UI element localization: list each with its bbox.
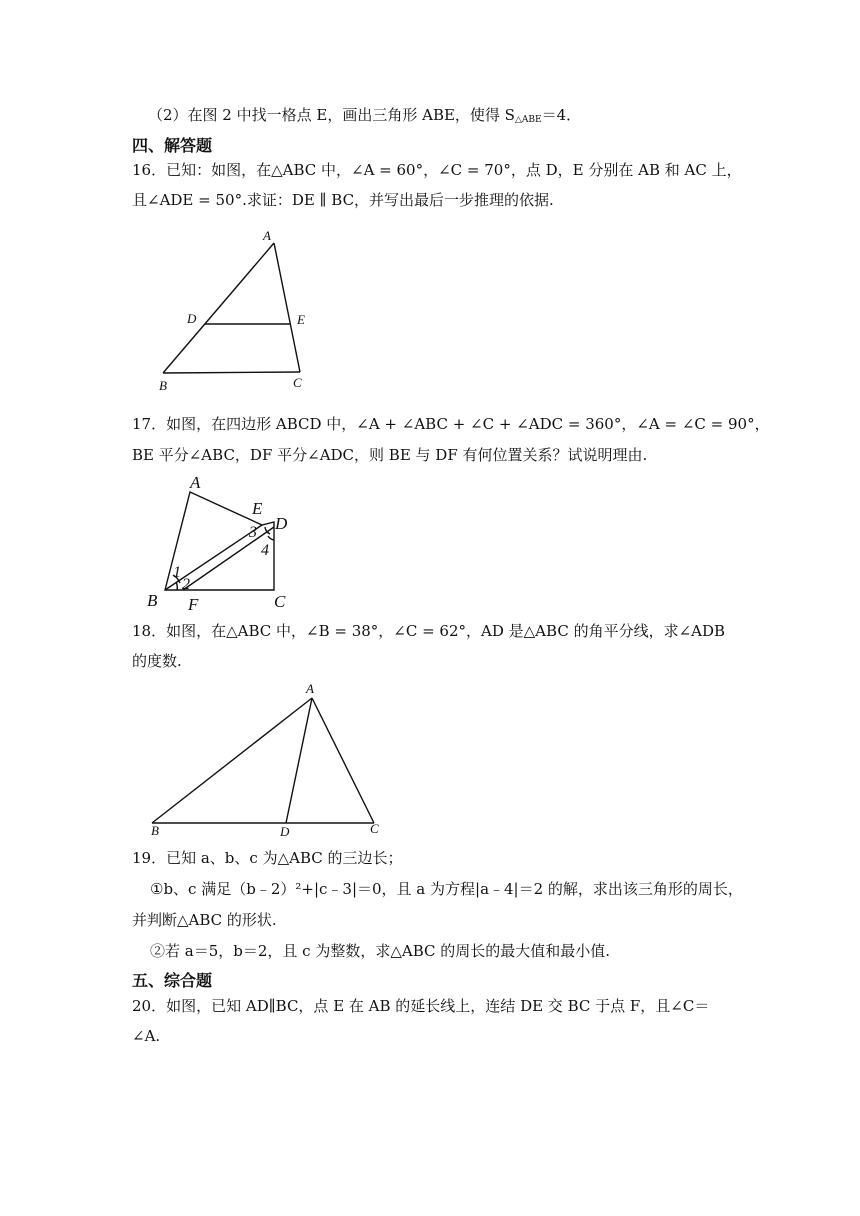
section-4-heading: 四、解答题 bbox=[132, 136, 213, 155]
q17-label-1: 1 bbox=[173, 564, 181, 581]
q15-part2-text: （2）在图 2 中找一格点 E，画出三角形 ABE，使得 $S_{\triangle ABE}=4$． bbox=[148, 106, 582, 125]
q19-part2: ②若 a＝5，b＝2，且 c 为整数，求△ABC 的周长的最大值和最小值. bbox=[150, 942, 611, 960]
q17-label-f: F bbox=[188, 595, 199, 614]
q17-line-2: BE 平分∠ABC，DF 平分∠ADC，则 BE 与 DF 有何位置关系？试说明理由. bbox=[132, 446, 648, 464]
q17-label-4: 4 bbox=[261, 542, 269, 559]
q18-line-1: 18．如图，在△ABC 中，∠B = 38°，∠C = 62°，AD 是△ABC 的角平分线，求∠ADB bbox=[132, 622, 726, 640]
q17-line-1: 17．如图，在四边形 ABCD 中，∠A + ∠ABC + ∠C + ∠ADC = 360°，∠A = ∠C = 90°， bbox=[132, 415, 770, 433]
q20-line-1: 20．如图，已知 AD∥BC，点 E 在 AB 的延长线上，连结 DE 交 BC 于点 F，且∠C＝ bbox=[132, 997, 710, 1015]
q17-label-c: C bbox=[274, 592, 286, 611]
q19-line-1: 19．已知 a、b、c 为△ABC 的三边长； bbox=[132, 849, 403, 867]
section-5-heading: 五、综合题 bbox=[132, 971, 213, 990]
q16-label-e: E bbox=[297, 312, 305, 327]
q17-label-2: 2 bbox=[182, 576, 190, 593]
q17-figure bbox=[140, 470, 310, 615]
q18-figure bbox=[140, 678, 390, 840]
q19-part1-line-2: 并判断△ABC 的形状. bbox=[132, 911, 277, 929]
q18-label-a: A bbox=[306, 681, 314, 696]
q16-line-1: 16．已知：如图，在△ABC 中，∠A = 60°，∠C = 70°，点 D，E 分别在 AB 和 AC 上， bbox=[132, 161, 742, 179]
q16-label-c: C bbox=[293, 375, 302, 390]
q17-label-d: D bbox=[275, 514, 288, 533]
q16-figure bbox=[150, 225, 320, 395]
q17-label-e: E bbox=[252, 499, 263, 518]
q18-label-b: B bbox=[151, 823, 159, 838]
q19-part1-line-1: ①b、c 满足（b﹣2）²+|c﹣3|＝0，且 a 为方程|a﹣4|＝2 的解，求出该三角形的周长， bbox=[150, 880, 743, 898]
q16-line-2: 且∠ADE = 50°.求证：DE ∥ BC，并写出最后一步推理的依据. bbox=[132, 191, 554, 209]
q16-label-a: A bbox=[263, 228, 271, 243]
q17-label-a: A bbox=[190, 473, 201, 492]
q18-label-d: D bbox=[280, 824, 290, 839]
q16-label-b: B bbox=[159, 378, 167, 393]
q18-label-c: C bbox=[370, 821, 379, 836]
area-subscript: △ABE bbox=[514, 115, 542, 125]
q16-label-d: D bbox=[187, 311, 197, 326]
q17-label-b: B bbox=[147, 591, 158, 610]
q20-line-2: ∠A. bbox=[132, 1027, 161, 1045]
q18-line-2: 的度数. bbox=[132, 652, 182, 670]
q17-label-3: 3 bbox=[249, 524, 257, 541]
